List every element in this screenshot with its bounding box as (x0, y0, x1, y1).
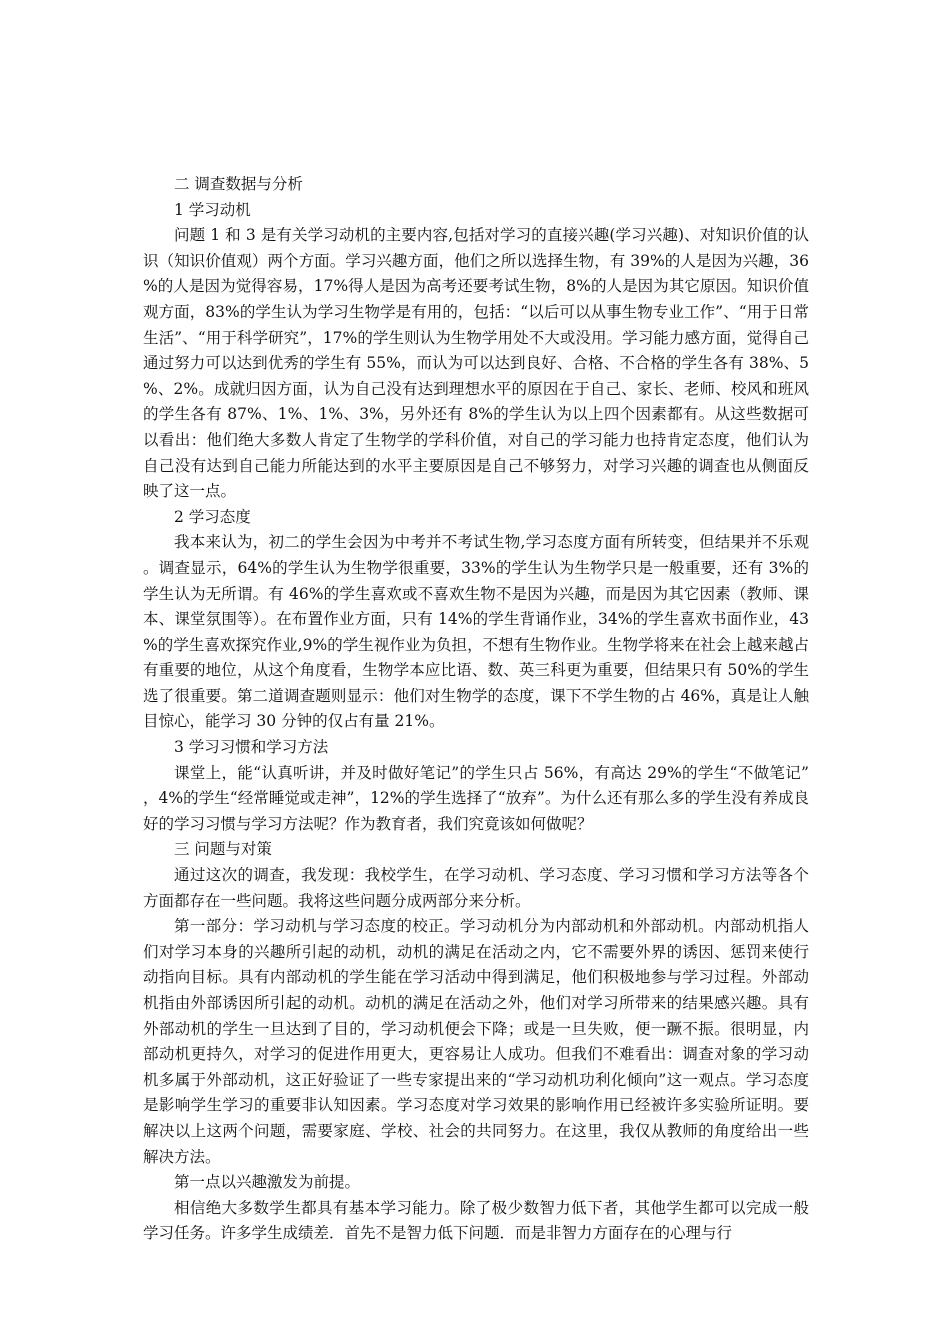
paragraph-point-one: 第一点以兴趣激发为前提。 (174, 1173, 361, 1192)
paragraph-motivation: 问题 1 和 3 是有关学习动机的主要内容,包括对学习的直接兴趣(学习兴趣)、对知识价值的认识（知识价值观）两个方面。学习兴趣方面，他们之所以选择生物，有 39%的人是因为兴趣，36%的人是因为觉得容易，17%得人是因为高考还要考试生物，8%的人是因为其它原因。知识价值观方面，83%的学生认为学习生物学是有用的，包括：“以后可以从事生物专业工作”、“用于日常生活”、“用于科学研究”，17%的学生则认为生物学用处不大或没用。学习能力感方面，觉得自己通过努力可以达到优秀的学生有 55%，而认为可以达到良好、合格、不合格的学生各有 38%、5%、2%。成就归因方面，认为自己没有达到理想水平的原因在于自己、家长、老师、校风和班风的学生各有 87%、1%、1%、3%，另外还有 8%的学生认为以上四个因素都有。从这些数据可以看出：他们绝大多数人肯定了生物学的学科价值，对自己的学习能力也持肯定态度，他们认为自己没有达到自己能力所能达到的水平主要原因是自己不够努力，对学习兴趣的调查也从侧面反映了这一点。 (143, 226, 809, 501)
document-body (143, 172, 809, 1247)
subsection-heading-motivation: 1 学习动机 (174, 200, 251, 219)
paragraph-findings: 通过这次的调查，我发现：我校学生，在学习动机、学习态度、学习习惯和学习方法等各个方面都存在一些问题。我将这些问题分成两部分来分析。 (143, 866, 809, 910)
subsection-heading-habits: 3 学习习惯和学习方法 (174, 738, 329, 757)
paragraph-part-one: 第一部分：学习动机与学习态度的校正。学习动机分为内部动机和外部动机。内部动机指人们对学习本身的兴趣所引起的动机，动机的满足在活动之内，它不需要外界的诱因、惩罚来使行动指向目标。具有内部动机的学生能在学习活动中得到满足，他们积极地参与学习过程。外部动机指由外部诱因所引起的动机。动机的满足在活动之外，他们对学习所带来的结果感兴趣。具有外部动机的学生一旦达到了目的，学习动机便会下降；或是一旦失败，便一蹶不振。很明显，内部动机更持久，对学习的促进作用更大，更容易让人成功。但我们不难看出：调查对象的学习动机多属于外部动机，这正好验证了一些专家提出来的“学习动机功利化倾向”这一观点。学习态度是影响学生学习的重要非认知因素。学习态度对学习效果的影响作用已经被许多实验所证明。要解决以上这两个问题，需要家庭、学校、社会的共同努力。在这里，我仅从教师的角度给出一些解决方法。 (143, 917, 809, 1166)
section-heading-survey-data: 二 调查数据与分析 (174, 175, 303, 193)
subsection-heading-attitude: 2 学习态度 (174, 507, 251, 526)
paragraph-habits: 课堂上，能“认真听讲，并及时做好笔记”的学生只占 56%，有高达 29%的学生“不做笔记”，4%的学生“经常睡觉或走神”，12%的学生选择了“放弃”。为什么还有那么多的学生没有养成良好的学习习惯与学习方法呢？作为教育者，我们究竟该如何做呢？ (143, 763, 809, 833)
paragraph-attitude: 我本来认为，初二的学生会因为中考并不考试生物,学习态度方面有所转变，但结果并不乐观。调查显示，64%的学生认为生物学很重要，33%的学生认为生物学只是一般重要，还有 3%的学生认为无所谓。有 46%的学生喜欢或不喜欢生物不是因为兴趣，而是因为其它因素（教师、课本、课堂氛围等）。在布置作业方面，只有 14%的学生背诵作业，34%的学生喜欢书面作业，43%的学生喜欢探究作业,9%的学生视作业为负担，不想有生物作业。生物学将来在社会上越来越占有重要的地位，从这个角度看，生物学本应比语、数、英三科更为重要，但结果只有 50%的学生选了很重要。第二道调查题则显示：他们对生物学的态度，课下不学生物的占 46%，真是让人触目惊心，能学习 30 分钟的仅占有量 21%。 (143, 533, 809, 731)
section-heading-problems: 三 问题与对策 (174, 840, 272, 859)
paragraph-learning-ability: 相信绝大多数学生都具有基本学习能力。除了极少数智力低下者，其他学生都可以完成一般学习任务。许多学生成绩差．首先不是智力低下问题．而是非智力方面存在的心理与行 (143, 1198, 809, 1243)
